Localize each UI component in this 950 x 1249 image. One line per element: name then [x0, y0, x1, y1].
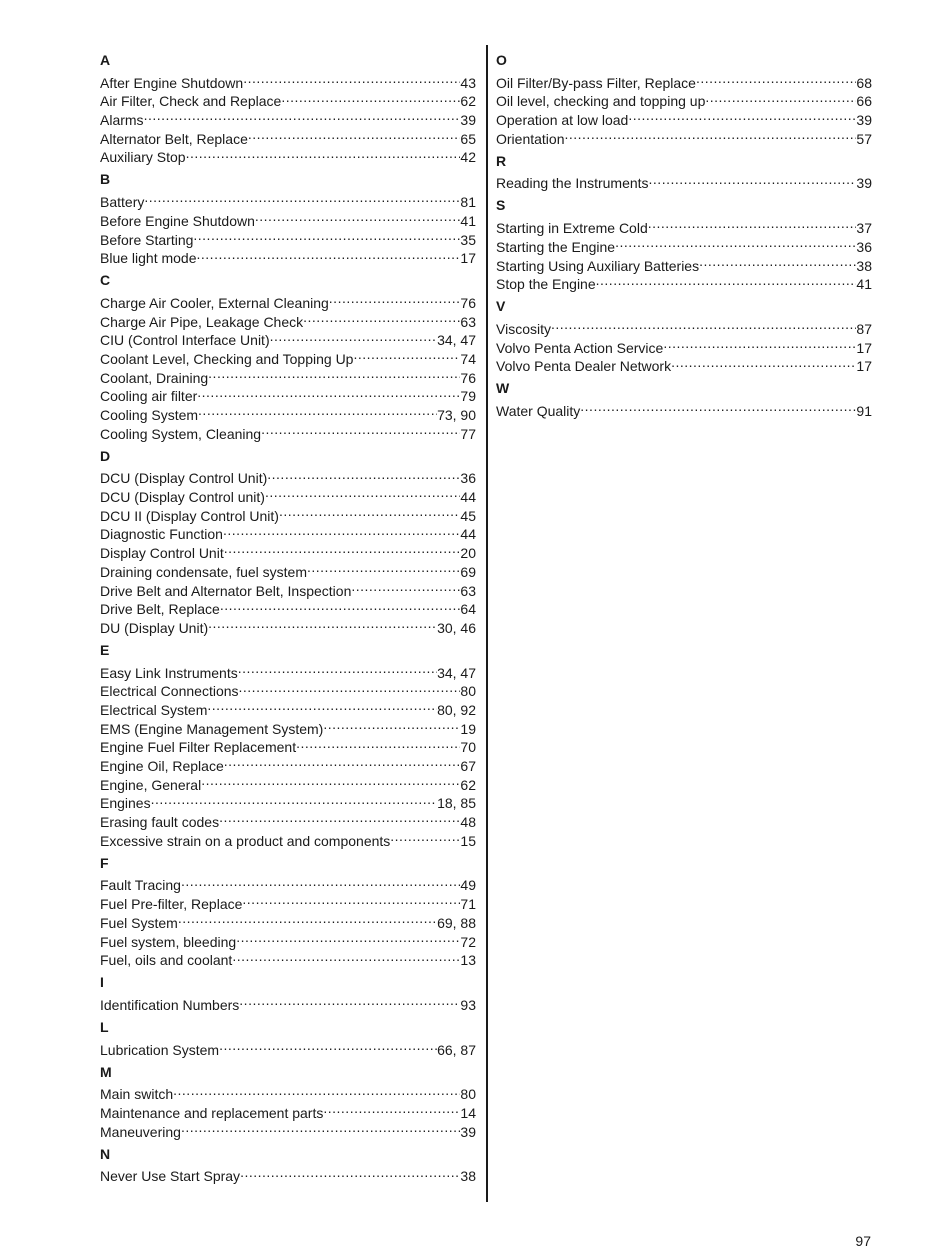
- index-section: [100, 973, 476, 1013]
- entry-label: Water Quality: [496, 402, 581, 419]
- index-entry: [496, 170, 872, 192]
- entry-label: Maneuvering: [100, 1123, 181, 1140]
- dot-leader: [390, 827, 460, 846]
- entry-page: 38: [460, 1168, 476, 1185]
- dot-leader: [243, 69, 460, 88]
- index-entry: [496, 334, 872, 356]
- dot-leader: [699, 252, 856, 271]
- entry-page: 65: [460, 130, 476, 147]
- entry-label: Starting Using Auxiliary Batteries: [496, 257, 700, 274]
- index-section: [496, 51, 872, 147]
- entry-page: 93: [460, 996, 476, 1013]
- dot-leader: [201, 771, 460, 790]
- dot-leader: [323, 715, 460, 734]
- entry-page: 41: [460, 212, 476, 229]
- column-divider: [486, 45, 488, 1202]
- entry-page: 57: [856, 130, 872, 147]
- section-letter: W: [496, 380, 510, 397]
- index-section: [496, 196, 872, 293]
- entry-label: Viscosity: [496, 320, 551, 337]
- index-section: [100, 1145, 476, 1185]
- index-section: [100, 1063, 476, 1140]
- entry-page: 38: [856, 257, 872, 274]
- section-letter: E: [100, 641, 110, 658]
- dot-leader: [224, 539, 461, 558]
- entry-page: 36: [460, 470, 476, 487]
- entry-label: Oil level, checking and topping up: [496, 93, 706, 110]
- entry-page: 44: [460, 526, 476, 543]
- entry-label: Engines: [100, 795, 151, 812]
- index-entry: [100, 69, 476, 91]
- dot-leader: [353, 345, 460, 364]
- index-entry: [496, 315, 872, 337]
- entry-page: 87: [856, 320, 872, 337]
- dot-leader: [208, 364, 460, 383]
- entry-label: Erasing fault codes: [100, 814, 220, 831]
- entry-label: Oil Filter/By-pass Filter, Replace: [496, 74, 696, 91]
- entry-label: CIU (Control Interface Unit): [100, 332, 270, 349]
- dot-leader: [239, 991, 460, 1010]
- section-letter: L: [100, 1018, 109, 1035]
- section-letter: A: [100, 52, 111, 68]
- entry-label: Before Engine Shutdown: [100, 212, 255, 229]
- dot-leader: [255, 207, 461, 226]
- entry-page: 71: [460, 896, 476, 913]
- entry-page: 64: [460, 601, 476, 618]
- entry-label: Operation at low load: [496, 112, 629, 129]
- entry-label: Coolant Level, Checking and Topping Up: [100, 350, 354, 367]
- index-entry: [496, 214, 872, 237]
- dot-leader: [197, 245, 461, 264]
- entry-page: 80, 92: [437, 701, 476, 718]
- dot-leader: [181, 1118, 460, 1137]
- entry-page: 69, 88: [437, 914, 476, 931]
- dot-leader: [303, 308, 460, 327]
- entry-page: 15: [460, 832, 476, 849]
- entry-label: Engine, General: [100, 776, 202, 793]
- entry-page: 39: [856, 112, 872, 129]
- entry-label: Drive Belt, Replace: [100, 601, 220, 618]
- section-letter: N: [100, 1145, 111, 1162]
- entry-label: Excessive strain on a product and components: [100, 832, 391, 849]
- dot-leader: [628, 106, 856, 125]
- dot-leader: [648, 214, 857, 233]
- entry-label: Cooling System: [100, 407, 199, 423]
- entry-page: 63: [460, 313, 476, 330]
- entry-label: Orientation: [496, 130, 565, 147]
- section-letter: F: [100, 854, 109, 871]
- dot-leader: [173, 1081, 460, 1100]
- index-section: [496, 152, 872, 192]
- entry-label: Reading the Instruments: [496, 175, 649, 192]
- index-section: [100, 51, 476, 166]
- dot-leader: [232, 947, 460, 966]
- entry-page: 80: [460, 683, 476, 700]
- entry-label: DCU (Display Control Unit): [100, 470, 268, 487]
- entry-label: Fuel system, bleeding: [100, 933, 237, 950]
- entry-page: 81: [460, 194, 476, 211]
- entry-label: Charge Air Cooler, External Cleaning: [100, 294, 329, 311]
- entry-label: Volvo Penta Dealer Network: [496, 358, 672, 375]
- entry-page: 91: [856, 402, 872, 419]
- section-letter: B: [100, 171, 111, 188]
- entry-page: 66: [856, 93, 872, 110]
- dot-leader: [208, 614, 437, 633]
- index-entry: [496, 397, 872, 419]
- entry-label: Electrical System: [100, 701, 208, 718]
- page-number: 97: [855, 1233, 871, 1249]
- index-entry: [100, 1036, 476, 1058]
- section-letter: D: [100, 447, 111, 464]
- entry-label: DCU II (Display Control Unit): [100, 507, 279, 524]
- dot-leader: [181, 872, 460, 891]
- dot-leader: [144, 106, 461, 125]
- dot-leader: [242, 890, 460, 909]
- section-letter: R: [496, 152, 507, 169]
- entry-page: 30, 46: [437, 619, 476, 636]
- dot-leader: [248, 125, 461, 144]
- dot-leader: [580, 397, 856, 416]
- entry-page: 39: [856, 175, 872, 192]
- entry-page: 62: [460, 93, 476, 110]
- dot-leader: [696, 69, 856, 88]
- entry-label: Drive Belt and Alternator Belt, Inspection: [100, 582, 352, 599]
- index-section: [100, 271, 476, 442]
- entry-page: 37: [856, 220, 872, 237]
- entry-page: 17: [460, 250, 476, 267]
- entry-page: 14: [460, 1104, 476, 1121]
- entry-label: Coolant, Draining: [100, 369, 209, 386]
- dot-leader: [224, 752, 461, 771]
- entry-page: 79: [460, 388, 476, 405]
- entry-label: Alarms: [100, 112, 144, 129]
- dot-leader: [270, 327, 437, 346]
- dot-leader: [223, 521, 460, 540]
- entry-page: 39: [460, 112, 476, 129]
- index-entry: [100, 207, 476, 229]
- entry-page: 41: [856, 276, 872, 293]
- entry-page: 49: [460, 877, 476, 894]
- section-letter: V: [496, 298, 506, 315]
- entry-label: Battery: [100, 194, 145, 211]
- section-letter: O: [496, 52, 507, 68]
- index-section: [100, 170, 476, 267]
- entry-label: Diagnostic Function: [100, 526, 223, 543]
- entry-label: Fuel, oils and coolant: [100, 952, 233, 969]
- entry-page: 34, 47: [437, 332, 476, 349]
- section-letter: S: [496, 197, 506, 214]
- dot-leader: [198, 401, 437, 420]
- dot-leader: [671, 353, 856, 372]
- index-section: [100, 641, 476, 849]
- index-section: [100, 854, 476, 969]
- entry-page: 66, 87: [437, 1041, 476, 1058]
- entry-label: Display Control Unit: [100, 545, 224, 562]
- entry-label: Blue light mode: [100, 250, 197, 267]
- section-letter: I: [100, 974, 104, 991]
- entry-page: 20: [460, 545, 476, 562]
- section-letter: M: [100, 1063, 112, 1080]
- index-entry: [100, 465, 476, 487]
- index-entry: [100, 808, 476, 831]
- entry-label: Starting in Extreme Cold: [496, 220, 648, 237]
- dot-leader: [219, 1036, 437, 1055]
- entry-page: 67: [460, 758, 476, 774]
- entry-page: 35: [460, 231, 476, 248]
- dot-leader: [323, 1099, 460, 1118]
- dot-leader: [296, 734, 460, 753]
- entry-label: Identification Numbers: [100, 996, 240, 1013]
- entry-page: 69: [460, 563, 476, 580]
- dot-leader: [329, 289, 461, 308]
- entry-label: Fuel Pre-filter, Replace: [100, 896, 243, 913]
- entry-page: 63: [460, 582, 476, 599]
- entry-page: 76: [460, 369, 476, 386]
- entry-label: Electrical Connections: [100, 683, 239, 700]
- entry-page: 18, 85: [437, 795, 476, 812]
- dot-leader: [551, 315, 856, 334]
- dot-leader: [705, 88, 856, 107]
- dot-leader: [151, 790, 437, 809]
- entry-page: 70: [460, 739, 476, 756]
- entry-label: After Engine Shutdown: [100, 74, 244, 91]
- dot-leader: [236, 928, 460, 947]
- dot-leader: [240, 1163, 460, 1182]
- index-entry: [100, 125, 476, 147]
- entry-page: 44: [460, 489, 476, 506]
- dot-leader: [281, 88, 460, 107]
- entry-label: Stop the Engine: [496, 276, 596, 293]
- entry-label: EMS (Engine Management System): [100, 720, 324, 737]
- index-column-left: [100, 51, 476, 1185]
- dot-leader: [649, 170, 857, 189]
- entry-page: 43: [460, 74, 476, 91]
- index-section: [496, 297, 872, 375]
- entry-page: 42: [460, 149, 476, 166]
- dot-leader: [239, 678, 461, 697]
- index-entry: [100, 188, 476, 211]
- entry-label: Maintenance and replacement parts: [100, 1104, 324, 1121]
- dot-leader: [663, 334, 856, 353]
- index-section: [496, 379, 872, 419]
- entry-label: Fuel System: [100, 914, 178, 931]
- dot-leader: [207, 696, 437, 715]
- entry-page: 72: [460, 933, 476, 950]
- entry-page: 76: [460, 294, 476, 311]
- entry-label: Engine Oil, Replace: [100, 758, 224, 774]
- entry-page: 74: [460, 350, 476, 367]
- entry-label: Auxiliary Stop: [100, 149, 186, 166]
- index-entry: [100, 872, 476, 894]
- dot-leader: [261, 420, 460, 439]
- dot-leader: [197, 383, 460, 402]
- entry-label: Cooling System, Cleaning: [100, 425, 262, 442]
- dot-leader: [267, 465, 460, 484]
- index-section: [100, 1018, 476, 1058]
- entry-label: Never Use Start Spray: [100, 1168, 241, 1185]
- entry-label: Draining condensate, fuel system: [100, 563, 307, 580]
- entry-page: 34, 47: [437, 664, 476, 681]
- dot-leader: [144, 188, 460, 207]
- entry-page: 77: [460, 425, 476, 442]
- entry-page: 13: [460, 952, 476, 969]
- entry-label: Air Filter, Check and Replace: [100, 93, 282, 110]
- dot-leader: [265, 483, 460, 502]
- entry-page: 45: [460, 507, 476, 524]
- index-entry: [100, 106, 476, 129]
- dot-leader: [186, 144, 461, 163]
- entry-page: 48: [460, 814, 476, 831]
- dot-leader: [279, 502, 460, 521]
- entry-page: 73, 90: [437, 407, 476, 423]
- dot-leader: [615, 233, 856, 252]
- dot-leader: [193, 226, 460, 245]
- entry-label: Fault Tracing: [100, 877, 181, 894]
- index-entry: [100, 289, 476, 311]
- entry-page: 17: [856, 358, 872, 375]
- index-entry: [100, 659, 476, 681]
- entry-label: Alternator Belt, Replace: [100, 130, 248, 147]
- dot-leader: [564, 125, 856, 144]
- index-section: [100, 447, 476, 636]
- entry-page: 36: [856, 238, 872, 255]
- entry-label: Volvo Penta Action Service: [496, 339, 664, 356]
- entry-label: Easy Link Instruments: [100, 664, 238, 681]
- dot-leader: [307, 558, 460, 577]
- index-entry: [100, 790, 476, 812]
- section-letter: C: [100, 272, 111, 289]
- entry-label: DCU (Display Control unit): [100, 489, 265, 506]
- dot-leader: [178, 909, 437, 928]
- entry-label: Main switch: [100, 1086, 174, 1103]
- entry-page: 62: [460, 776, 476, 793]
- dot-leader: [220, 596, 461, 615]
- entry-label: Engine Fuel Filter Replacement: [100, 739, 297, 756]
- entry-page: 39: [460, 1123, 476, 1140]
- index-entry: [100, 1081, 476, 1103]
- entry-page: 17: [856, 339, 872, 356]
- index-entry: [100, 1163, 476, 1185]
- entry-label: Cooling air filter: [100, 388, 198, 405]
- entry-label: Before Starting: [100, 231, 194, 248]
- dot-leader: [219, 808, 460, 827]
- dot-leader: [596, 271, 857, 290]
- entry-page: 68: [856, 74, 872, 91]
- dot-leader: [351, 577, 460, 596]
- entry-label: Lubrication System: [100, 1041, 220, 1058]
- index-entry: [496, 69, 872, 91]
- entry-label: DU (Display Unit): [100, 619, 209, 636]
- entry-page: 19: [460, 720, 476, 737]
- entry-label: Charge Air Pipe, Leakage Check: [100, 313, 304, 330]
- dot-leader: [238, 659, 437, 678]
- index-entry: [100, 991, 476, 1013]
- entry-page: 80: [460, 1086, 476, 1103]
- entry-label: Starting the Engine: [496, 238, 616, 255]
- index-column-right: [496, 51, 872, 419]
